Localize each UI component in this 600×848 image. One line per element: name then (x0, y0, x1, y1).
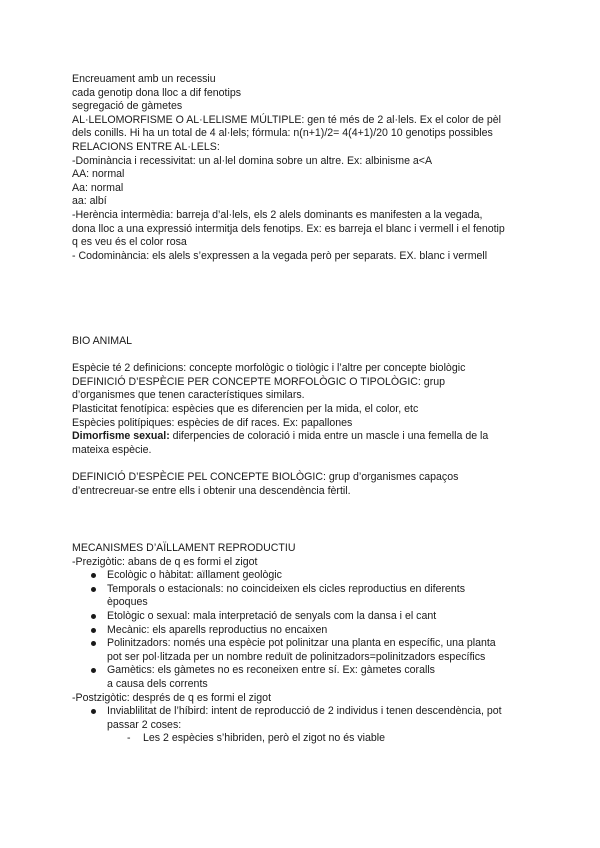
prezigotic-list (72, 569, 532, 691)
list-item (72, 624, 532, 638)
text-line: DEFINICIÓ D’ESPÈCIE PER CONCEPTE MORFOLÒGIC O TIPOLÒGIC: grup (72, 375, 446, 388)
text-line: dona lloc a una expressió intermitja dels fenotips. Ex: es barreja el blanc i vermell i el fenotip (72, 222, 505, 235)
dimorfisme-definition: diferpencies de coloració i mida entre un mascle i una femella de la (169, 430, 489, 443)
prezigotic-heading: -Prezigòtic: abans de q es formi el zigot (72, 555, 258, 568)
list-item-text: Temporals o estacionals: no coincideixen els cicles reproductius en diferents (107, 582, 466, 595)
list-item (72, 637, 532, 664)
genetics-notes (72, 73, 532, 263)
list-item-text: Polinitzadors: només una espècie pot polinitzar una planta en específic, una planta (107, 637, 496, 650)
dash-marker: - (127, 732, 131, 745)
dimorfisme-term: Dimorfisme sexual: (72, 430, 170, 443)
list-item-text: Etològic o sexual: mala interpretació de senyals com la dansa i el cant (107, 609, 437, 622)
list-item-text: Les 2 espècies s’hibriden, però el zigot no és viable (143, 732, 386, 745)
bio-animal-section (72, 335, 532, 498)
isolation-mechanisms-section (72, 542, 532, 746)
sub-list-item (72, 732, 532, 746)
text-line: dels conills. Hi ha un total de 4 al·lels; fórmula: n(n+1)/2= 4(4+1)/20 10 genotips possibles (72, 127, 493, 140)
list-item (72, 705, 532, 732)
text-line: aa: albí (72, 195, 107, 208)
list-item-text: èpoques (107, 596, 148, 609)
section-title: MECANISMES D’AÏLLAMENT REPRODUCTIU (72, 542, 296, 554)
list-item (72, 610, 532, 624)
text-line: Espècies politípiques: espècies de dif races. Ex: papallones (72, 416, 353, 429)
text-line: segregació de gàmetes (72, 100, 183, 113)
text-line: mateixa espècie. (72, 443, 152, 456)
text-line: -Herència intermèdia: barreja d’al·lels, els 2 alels dominants es manifesten a la vegada, (72, 208, 483, 221)
list-item-text: passar 2 coses: (107, 718, 182, 731)
text-line: cada genotip dona lloc a dif fenotips (72, 86, 242, 99)
text-line: d’entrecreuar-se entre ells i obtenir una descendència fèrtil. (72, 484, 351, 497)
list-item-text: Inviablilitat de l’híbird: intent de reproducció de 2 individus i tenen descendència, pot (107, 705, 502, 718)
list-item-text: a causa dels corrents (107, 677, 208, 690)
postzigotic-list (72, 705, 532, 746)
list-item-text: Mecànic: els aparells reproductius no encaixen (107, 623, 328, 636)
text-line: AA: normal (72, 168, 125, 181)
text-line: Espècie té 2 definicions: concepte morfològic o tiològic i l’altre per concepte biològic (72, 362, 466, 375)
text-line: DEFINICIÓ D’ESPÈCIE PEL CONCEPTE BIOLÒGIC: grup d’organismes capaços (72, 470, 459, 483)
text-line: d’organismes que tenen característiques similars. (72, 389, 305, 402)
text-line: -Dominància i recessivitat: un al·lel domina sobre un altre. Ex: albinisme a<A (72, 154, 433, 167)
text-line: Aa: normal (72, 181, 124, 194)
list-item-text: Ecològic o hàbitat: aïllament geològic (107, 569, 282, 582)
text-line: Plasticitat fenotípica: espècies que es diferencien per la mida, el color, etc (72, 402, 419, 415)
list-item (72, 583, 532, 610)
text-line: Encreuament amb un recessiu (72, 73, 216, 85)
postzigotic-heading: -Postzigòtic: després de q es formi el zigot (72, 691, 272, 704)
text-line: - Codominància: els alels s’expressen a la vegada però per separats. EX. blanc i vermell (72, 249, 488, 262)
text-line: RELACIONS ENTRE AL·LELS: (72, 140, 220, 153)
list-item (72, 569, 532, 583)
text-line: q es veu és el color rosa (72, 236, 187, 249)
text-line: AL·LELOMORFISME O AL·LELISME MÚLTIPLE: gen té més de 2 al·lels. Ex el color de pèl (72, 113, 502, 126)
list-item-text: Gamètics: els gàmetes no es reconeixen entre sí. Ex: gàmetes coralls (107, 664, 435, 677)
list-item (72, 664, 532, 691)
dimorfisme-line (72, 430, 532, 444)
section-title: BIO ANIMAL (72, 335, 133, 347)
list-item-text: pot ser pol·litzada per un nombre reduït de polinitzadors=polinitzadors específics (107, 650, 486, 663)
